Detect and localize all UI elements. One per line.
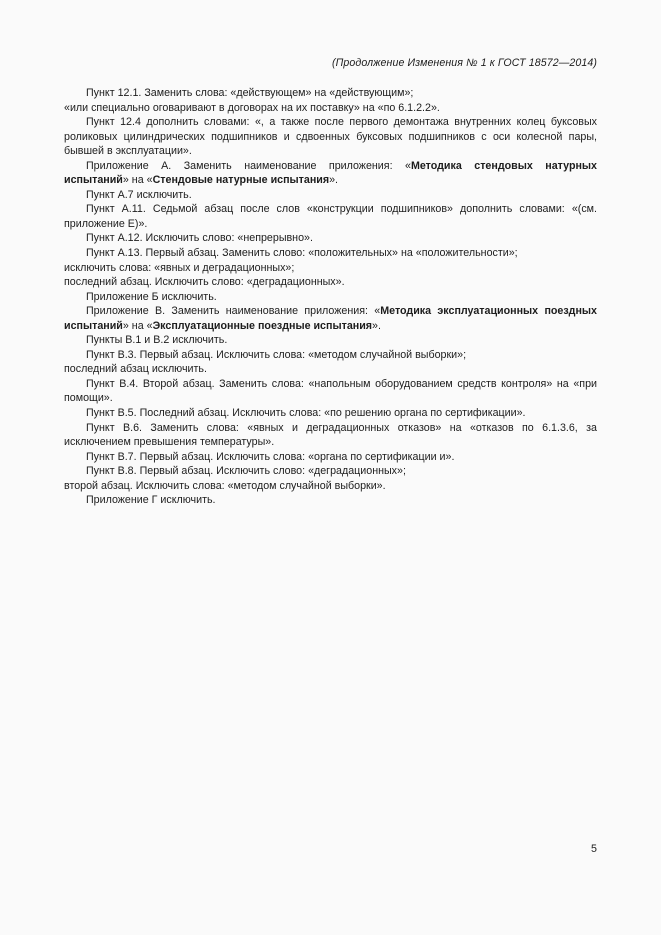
paragraph-p-app-g: Приложение Г исключить.: [86, 494, 216, 507]
document-header-note: (Продолжение Изменения № 1 к ГОСТ 18572—2014): [331, 57, 597, 69]
text-run-4: ».: [372, 319, 381, 332]
text-run-0: Приложение А. Заменить наименование приложения: «: [86, 159, 411, 172]
document-body: [64, 86, 597, 508]
bold-run-1: Методика эксплуатационных поездных испытаний: [64, 305, 597, 332]
paragraph-p-v-1-2: Пункты В.1 и В.2 исключить.: [86, 334, 228, 347]
text-run-4: ».: [329, 174, 339, 187]
paragraph-p-v-7: Пункт В.7. Первый абзац. Исключить слова: «органа по сертификации и».: [86, 450, 455, 463]
paragraph-p-12-1: Пункт 12.1. Заменить слова: «действующем» на «действующим»;: [86, 87, 414, 99]
bold-run-3: Стендовые натурные испытания: [152, 174, 330, 187]
paragraph-p-v-8: Пункт В.8. Первый абзац. Исключить слово: «деградационных»;: [86, 465, 406, 478]
paragraph-p-v-3: Пункт В.3. Первый абзац. Исключить слова: «методом случайной выборки»;: [86, 348, 467, 361]
bold-run-3: Эксплуатационные поездные испытания: [152, 319, 373, 332]
text-run-2: » на «: [122, 174, 153, 187]
text-run-0: Приложение В. Заменить наименование приложения: «: [86, 305, 381, 318]
paragraph-p-v-3-b: последний абзац исключить.: [64, 363, 207, 376]
paragraph-p-app-a: [64, 159, 597, 188]
bold-run-1: Методика стендовых натурных испытаний: [64, 159, 597, 187]
paragraph-p-12-4: Пункт 12.4 дополнить словами: «, а также после первого демонтажа внутренних колец буксовых роликовых цилиндрических подшипников и сдвоенных буксовых подшипников с оси колесной пары, бывшей в эксплуатации».: [64, 116, 597, 158]
paragraph-p-v-5: Пункт В.5. Последний абзац. Исключить слова: «по решению органа по сертификации».: [86, 407, 526, 420]
paragraph-p-a-12: Пункт А.12. Исключить слово: «непрерывно».: [86, 232, 313, 245]
paragraph-p-app-b: Приложение Б исключить.: [86, 290, 217, 303]
paragraph-p-12-1-cont: «или специально оговаривают в договорах на их поставку» на «по 6.1.2.2».: [64, 101, 440, 114]
paragraph-p-a-13: Пункт А.13. Первый абзац. Заменить слово: «положительных» на «положительности»;: [86, 247, 518, 260]
paragraph-p-app-v: [64, 304, 597, 333]
paragraph-p-a-7: Пункт А.7 исключить.: [86, 188, 192, 201]
paragraph-p-v-4: Пункт В.4. Второй абзац. Заменить слова: «напольным оборудованием средств контроля» на «при помощи».: [64, 377, 597, 405]
paragraph-p-v-6: Пункт В.6. Заменить слова: «явных и деградационных отказов» на «отказов по 6.1.3.6, за исключением превышения температуры».: [64, 421, 597, 449]
paragraph-p-a-13-b: исключить слова: «явных и деградационных»;: [64, 261, 295, 274]
page-number: 5: [591, 843, 597, 855]
text-run-2: » на «: [122, 319, 153, 332]
paragraph-p-a-11: Пункт А.11. Седьмой абзац после слов «конструкции подшипников» дополнить словами: «(см. приложение Е)».: [64, 203, 597, 230]
paragraph-p-v-8-b: второй абзац. Исключить слова: «методом случайной выборки».: [64, 479, 386, 492]
paragraph-p-a-13-c: последний абзац. Исключить слово: «деградационных».: [64, 276, 345, 289]
